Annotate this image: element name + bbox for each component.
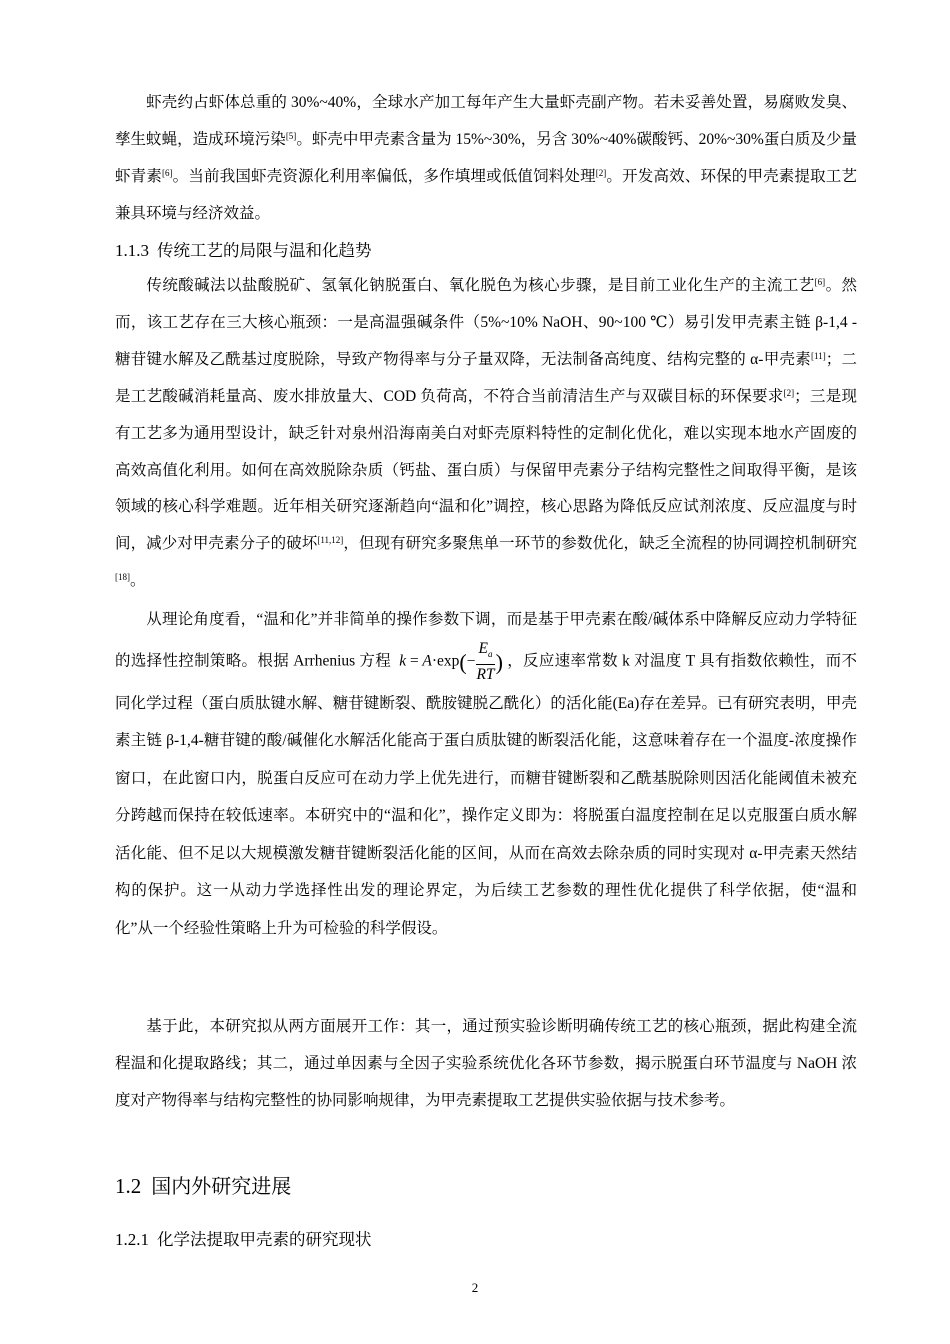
eq-symbol: RT (476, 665, 495, 683)
paragraph-text: 。当前我国虾壳资源化利用率偏低，多作填埋或低值饲料处理 (172, 167, 596, 185)
citation[interactable]: [6] (162, 167, 173, 178)
eq-symbol: = (410, 652, 419, 670)
citation[interactable]: [11,12] (317, 535, 344, 546)
eq-symbol: · (431, 652, 437, 670)
eq-symbol: exp (437, 652, 460, 670)
eq-subscript: a (488, 648, 493, 659)
paragraph-text: 虾壳约占虾体总重的 30%~40%，全球水产加工每年产生大量虾壳副产物。若未妥善处置，易腐败发臭、孳生蚊蝇，造成环境污染 (115, 94, 857, 148)
arrhenius-equation (399, 639, 503, 685)
left-paren: ( (459, 648, 467, 674)
eq-symbol: k (399, 652, 407, 670)
paragraph-text: 。 (130, 572, 146, 590)
section-heading-1-2 (115, 1170, 291, 1199)
paragraph-text: ；三是现有工艺多为通用型设计，缺乏针对泉州沿海南美白对虾壳原料特性的定制化优化，难以实现本地水产固废的高效高值化利用。如何在高效脱除杂质（钙盐、蛋白质）与保留甲壳素分子结构完整性之间取得平衡，是该领域的核心科学难题。近年相关研究逐渐趋向“温和化”调控，核心思路为降低反应试剂浓度、反应温度与时间，减少对甲壳素分子的破坏 (115, 387, 857, 553)
paragraph-text: 基于此，本研究拟从两方面展开工作：其一，通过预实验诊断明确传统工艺的核心瓶颈，据此构建全流程温和化提取路线；其二，通过单因素与全因子实验系统优化各环节参数，揭示脱蛋白环节温度与 NaOH 浓度对产物得率与结构完整性的协同影响规律，为甲壳素提取工艺提供实验依据与技术参考。 (115, 1018, 857, 1109)
eq-symbol: A (422, 652, 432, 670)
paragraph-research-plan (115, 1009, 857, 1120)
section-title: 国内外研究进展 (151, 1174, 292, 1198)
paragraph-text: ，反应速率常数 k 对温度 T 具有指数依赖性，而不同化学过程（蛋白质肽键水解、糖苷键断裂、酰胺键脱乙酰化）的活化能(Ea)存在差异。已有研究表明，甲壳素主链 β-1,4-糖苷键的酸/碱催化水解活化能高于蛋白质肽键的断裂活化能，这意味着存在一个温度-浓度操作窗口，在此窗口内，脱蛋白反应可在动力学上优先进行，而糖苷键断裂和乙酰基脱除则因活化能阈值未被充分跨越而保持在较低速率。本研究中的“温和化”，操作定义即为：将脱蛋白温度控制在足以克服蛋白质水解活化能、但不足以大规模激发糖苷键断裂活化能的区间，从而在高效去除杂质的同时实现对 α-甲壳素天然结构的保护。这一从动力学选择性出发的理论界定，为后续工艺参数的理性优化提供了科学依据，使“温和化”从一个经验性策略上升为可检验的科学假设。 (115, 652, 857, 937)
section-heading-1-2-1 (115, 1226, 372, 1250)
section-number: 1.1.3 (115, 241, 149, 260)
page-number: 2 (471, 1280, 479, 1295)
paragraph-text: 。虾壳中甲壳素含量为 15%~30%，另含 30%~40%碳酸钙、20%~30%蛋白质及少量虾青素 (115, 130, 857, 185)
section-heading-1-1-3 (115, 237, 372, 261)
paragraph-text: 从理论角度看，“温和化”并非简单的操作参数下调，而是基于甲壳素在酸/碱体系中降解反应动力学特征的选择性控制策略。根据 Arrhenius 方程 (115, 611, 857, 670)
eq-symbol: E (478, 639, 488, 657)
citation[interactable]: [18] (115, 572, 130, 583)
paragraph-text: ；二是工艺酸碱消耗量高、废水排放量大、COD 负荷高，不符合当前清洁生产与双碳目标的环保要求 (115, 350, 857, 405)
citation[interactable]: [5] (285, 130, 297, 141)
paragraph-text: ，但现有研究多聚焦单一环节的参数优化，缺乏全流程的协同调控机制研究 (343, 535, 857, 553)
section-number: 1.2 (115, 1174, 142, 1198)
section-title: 传统工艺的局限与温和化趋势 (157, 241, 372, 260)
section-number: 1.2.1 (115, 1230, 149, 1249)
citation[interactable]: [6] (814, 277, 826, 288)
paragraph-kinetic-theory (115, 601, 857, 947)
eq-fraction (476, 639, 494, 685)
paragraph-text: 。然而，该工艺存在三大核心瓶颈：一是高温强碱条件（5%~10% NaOH、90~100 ℃）易引发甲壳素主链 β-1,4 -糖苷键水解及乙酰基过度脱除，导致产物得率与分子量双降，无法制备高纯度、结构完整的 α-甲壳素 (115, 277, 857, 368)
citation[interactable]: [2] (595, 167, 607, 178)
eq-symbol: − (466, 652, 476, 670)
paragraph-text: 传统酸碱法以盐酸脱矿、氢氧化钠脱蛋白、氧化脱色为核心步骤，是目前工业化生产的主流工艺 (146, 277, 815, 294)
citation[interactable]: [2] (783, 387, 795, 398)
paragraph-traditional-process (115, 268, 857, 600)
right-paren: ) (495, 648, 503, 674)
citation[interactable]: [11] (811, 350, 826, 361)
paragraph-text: 。开发高效、环保的甲壳素提取工艺兼具环境与经济效益。 (115, 167, 857, 222)
paragraph-shrimp-shell-overview (115, 85, 857, 233)
section-title: 化学法提取甲壳素的研究现状 (157, 1230, 372, 1249)
